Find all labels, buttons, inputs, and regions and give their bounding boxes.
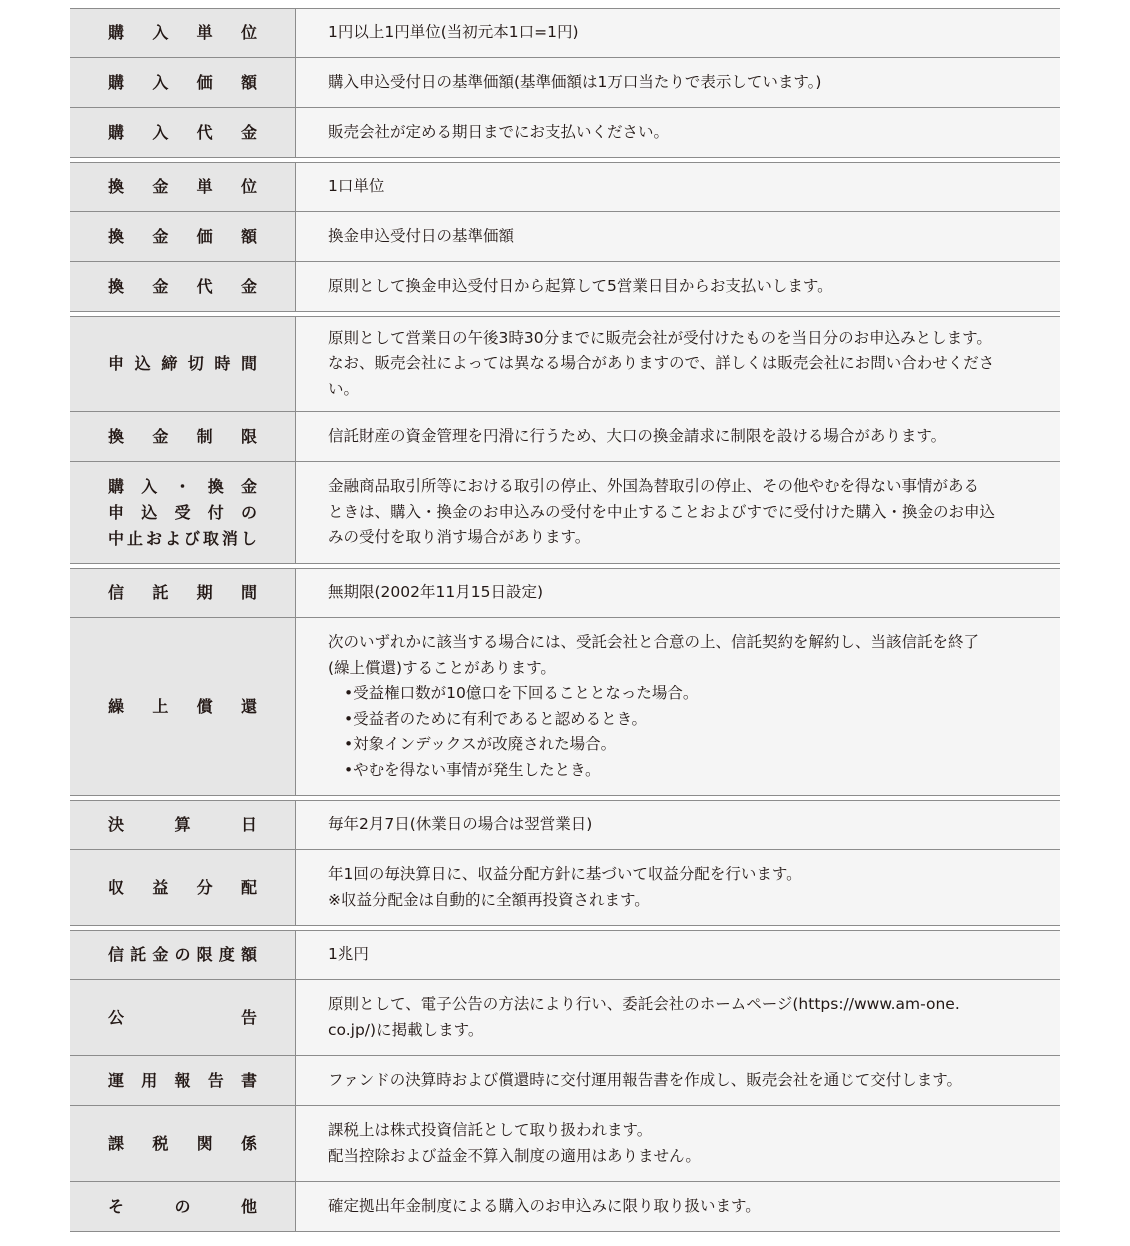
row-value-line: 次のいずれかに該当する場合には、受託会社と合意の上、信託契約を解約し、当該信託を終了 bbox=[328, 633, 980, 651]
row-label bbox=[70, 1106, 296, 1181]
row-label-line: そ の 他 bbox=[108, 1196, 257, 1216]
row-value-line: 購入申込受付日の基準価額(基準価額は1万口当たりで表示しています。) bbox=[328, 72, 822, 91]
row-value bbox=[296, 58, 1060, 107]
table-row bbox=[70, 162, 1060, 212]
row-value bbox=[296, 931, 1060, 979]
table-row bbox=[70, 58, 1060, 108]
row-label-line: 購 入 ・ 換 金 bbox=[108, 476, 257, 496]
row-value-line: •受益権口数が10億口を下回ることとなった場合。 bbox=[344, 684, 699, 702]
row-label bbox=[70, 801, 296, 849]
row-label bbox=[70, 317, 296, 411]
table-row bbox=[70, 316, 1060, 412]
row-value-line: 1円以上1円単位(当初元本1口=1円) bbox=[328, 23, 579, 42]
row-label-line: 収 益 分 配 bbox=[108, 877, 257, 897]
row-value-line: ファンドの決算時および償還時に交付運用報告書を作成し、販売会社を通じて交付します。 bbox=[328, 1070, 962, 1089]
row-value-line: 課税上は株式投資信託として取り扱われます。 bbox=[328, 1121, 653, 1139]
row-value-line: •受益者のために有利であると認めるとき。 bbox=[344, 709, 648, 728]
row-label-line: 信 託 期 間 bbox=[108, 583, 257, 602]
row-label bbox=[70, 412, 296, 461]
row-value-line: 信託財産の資金管理を円滑に行うため、大口の換金請求に制限を設ける場合があります。 bbox=[328, 426, 947, 445]
fund-terms-table bbox=[70, 8, 1060, 1232]
row-label bbox=[70, 462, 296, 563]
table-row bbox=[70, 850, 1060, 926]
row-value bbox=[296, 212, 1060, 261]
row-value-line: 1兆円 bbox=[328, 945, 369, 964]
row-value-line: みの受付を取り消す場合があります。 bbox=[328, 528, 591, 547]
table-row bbox=[70, 262, 1060, 312]
row-value-line: 換金申込受付日の基準価額 bbox=[328, 226, 515, 245]
row-label bbox=[70, 262, 296, 311]
row-value-line: なお、販売会社によっては異なる場合がありますので、詳しくは販売会社にお問い合わせくださ bbox=[328, 354, 995, 373]
row-label-line: 換 金 価 額 bbox=[108, 226, 257, 246]
row-value bbox=[296, 262, 1060, 311]
row-value-line: •対象インデックスが改廃された場合。 bbox=[344, 735, 617, 753]
row-label bbox=[70, 212, 296, 261]
row-value-line: •やむを得ない事情が発生したとき。 bbox=[344, 760, 601, 779]
row-label bbox=[70, 618, 296, 795]
row-value bbox=[296, 618, 1060, 795]
row-value bbox=[296, 569, 1060, 617]
row-label-line: 申 込 受 付 の bbox=[108, 502, 257, 522]
table-row bbox=[70, 1106, 1060, 1182]
row-label bbox=[70, 9, 296, 57]
table-row bbox=[70, 8, 1060, 58]
row-value-line: 原則として換金申込受付日から起算して5営業日目からお支払いします。 bbox=[328, 276, 833, 295]
row-label-line: 換 金 代 金 bbox=[108, 276, 257, 296]
row-value-line: 配当控除および益金不算入制度の適用はありません。 bbox=[328, 1146, 701, 1165]
row-value-line: ときは、購入・換金のお申込みの受付を中止することおよびすでに受付けた購入・換金のお申込 bbox=[328, 502, 995, 521]
row-value-line: 年1回の毎決算日に、収益分配方針に基づいて収益分配を行います。 bbox=[328, 865, 802, 883]
row-label bbox=[70, 569, 296, 617]
row-label-line: 換 金 単 位 bbox=[108, 177, 257, 196]
table-row bbox=[70, 980, 1060, 1056]
table-row bbox=[70, 1056, 1060, 1106]
row-label-line: 購 入 単 位 bbox=[108, 23, 257, 42]
row-value-line: 確定拠出年金制度による購入のお申込みに限り取り扱います。 bbox=[328, 1196, 761, 1215]
row-value-line: 販売会社が定める期日までにお支払いください。 bbox=[328, 122, 670, 141]
row-value bbox=[296, 412, 1060, 461]
row-value bbox=[296, 108, 1060, 157]
row-value bbox=[296, 1056, 1060, 1105]
row-value-line: 原則として、電子公告の方法により行い、委託会社のホームページ(https://www.am-one. bbox=[328, 995, 960, 1013]
table-row bbox=[70, 930, 1060, 980]
table-row bbox=[70, 412, 1060, 462]
row-label-line: 信 託 金 の 限 度 額 bbox=[108, 945, 257, 964]
row-value-line: 金融商品取引所等における取引の停止、外国為替取引の停止、その他やむを得ない事情がある bbox=[328, 477, 980, 496]
table-row bbox=[70, 108, 1060, 158]
row-value bbox=[296, 980, 1060, 1055]
row-value-line: (繰上償還)することがあります。 bbox=[328, 658, 556, 677]
row-label-line: 購 入 代 金 bbox=[108, 122, 257, 142]
table-row bbox=[70, 568, 1060, 618]
row-label-line: 課 税 関 係 bbox=[108, 1133, 257, 1153]
row-label-line: 繰 上 償 還 bbox=[108, 696, 257, 716]
row-value-line: 原則として営業日の午後3時30分までに販売会社が受付けたものを当日分のお申込みとします。 bbox=[328, 328, 992, 347]
row-value bbox=[296, 9, 1060, 57]
table-row bbox=[70, 618, 1060, 796]
row-value-line: い。 bbox=[328, 379, 360, 398]
row-label-line: 換 金 制 限 bbox=[108, 426, 257, 446]
table-row bbox=[70, 212, 1060, 262]
row-label-line: 購 入 価 額 bbox=[108, 72, 257, 92]
row-value bbox=[296, 163, 1060, 211]
row-value-line: co.jp/)に掲載します。 bbox=[328, 1020, 484, 1039]
row-label-line: 運 用 報 告 書 bbox=[108, 1070, 257, 1090]
row-label-line: 中 止 お よ び 取 消 し bbox=[108, 528, 257, 548]
row-value bbox=[296, 801, 1060, 849]
row-value-line: ※収益分配金は自動的に全額再投資されます。 bbox=[328, 890, 650, 909]
row-label-line: 申 込 締 切 時 間 bbox=[108, 354, 257, 373]
row-label bbox=[70, 850, 296, 925]
row-label bbox=[70, 108, 296, 157]
row-label bbox=[70, 1182, 296, 1231]
row-value-line: 1口単位 bbox=[328, 177, 385, 196]
row-value-line: 毎年2月7日(休業日の場合は翌営業日) bbox=[328, 815, 593, 834]
row-value bbox=[296, 1106, 1060, 1181]
table-row bbox=[70, 800, 1060, 850]
row-label bbox=[70, 980, 296, 1055]
table-row bbox=[70, 1182, 1060, 1232]
row-label-line: 決 算 日 bbox=[108, 815, 257, 834]
row-value bbox=[296, 850, 1060, 925]
row-value bbox=[296, 317, 1060, 411]
row-label bbox=[70, 58, 296, 107]
row-value-line: 無期限(2002年11月15日設定) bbox=[328, 583, 543, 602]
row-label-line: 公 告 bbox=[108, 1007, 257, 1027]
row-value bbox=[296, 1182, 1060, 1231]
row-value bbox=[296, 462, 1060, 563]
row-label bbox=[70, 163, 296, 211]
table-row bbox=[70, 462, 1060, 564]
row-label bbox=[70, 1056, 296, 1105]
row-label bbox=[70, 931, 296, 979]
